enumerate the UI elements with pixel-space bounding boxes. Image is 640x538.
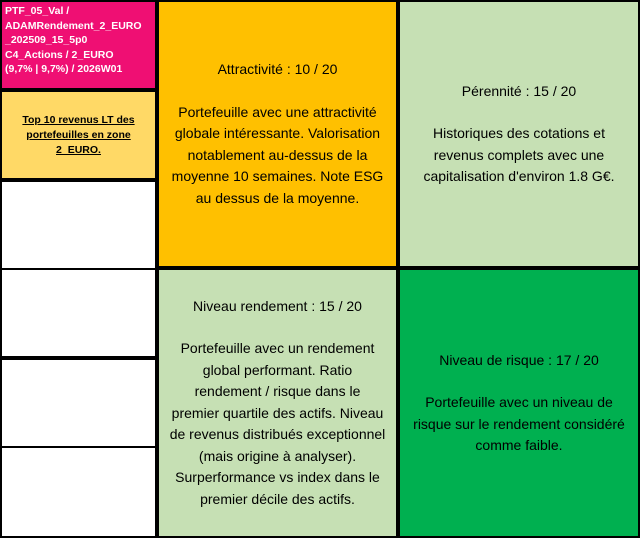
portfolio-title-line: _202509_15_5p0 <box>5 34 88 46</box>
portfolio-title-line: PTF_05_Val / <box>5 5 70 17</box>
portfolio-title-line: (9,7% | 9,7%) / 2026W01 <box>5 63 123 75</box>
score-attractivite <box>157 0 398 268</box>
score-rendement <box>157 268 398 538</box>
score-perennite <box>398 0 640 268</box>
empty-cell <box>0 268 157 358</box>
score-heading: Niveau de risque : 17 / 20 <box>439 351 599 368</box>
score-heading: Attractivité : 10 / 20 <box>217 61 338 77</box>
portfolio-title <box>0 0 157 90</box>
score-text: Historiques des cotations et revenus complets avec une capitalisation d'environ 1.8 G€. <box>423 125 615 184</box>
score-text: Portefeuille avec une attractivité globale intéressante. Valorisation notablement au-dessus de la moyenne 10 semaines. Note ESG au dessus de la moyenne. <box>171 103 384 206</box>
portfolio-caption <box>0 90 157 180</box>
empty-cell <box>0 180 157 270</box>
portfolio-title-line: ADAMRendement_2_EURO <box>5 19 142 32</box>
portfolio-title-line: C4_Actions / 2_EURO <box>5 48 114 61</box>
score-risque <box>398 268 640 538</box>
portfolio-caption-text: Top 10 revenus LT des portefeuilles en zone 2_EURO. <box>22 113 135 156</box>
empty-cell <box>0 446 157 538</box>
score-heading: Niveau rendement : 15 / 20 <box>193 297 362 314</box>
score-heading: Pérennité : 15 / 20 <box>461 82 577 99</box>
score-text: Portefeuille avec un niveau de risque sur le rendement considéré comme faible. <box>413 394 625 453</box>
empty-cell <box>0 358 157 448</box>
score-text: Portefeuille avec un rendement global performant. Ratio rendement / risque dans le premier quartile des actifs. Niveau de revenus distribués exceptionnel (mais origine à analyser). Surperformance vs index dans le premier décile des actifs. <box>169 340 386 507</box>
